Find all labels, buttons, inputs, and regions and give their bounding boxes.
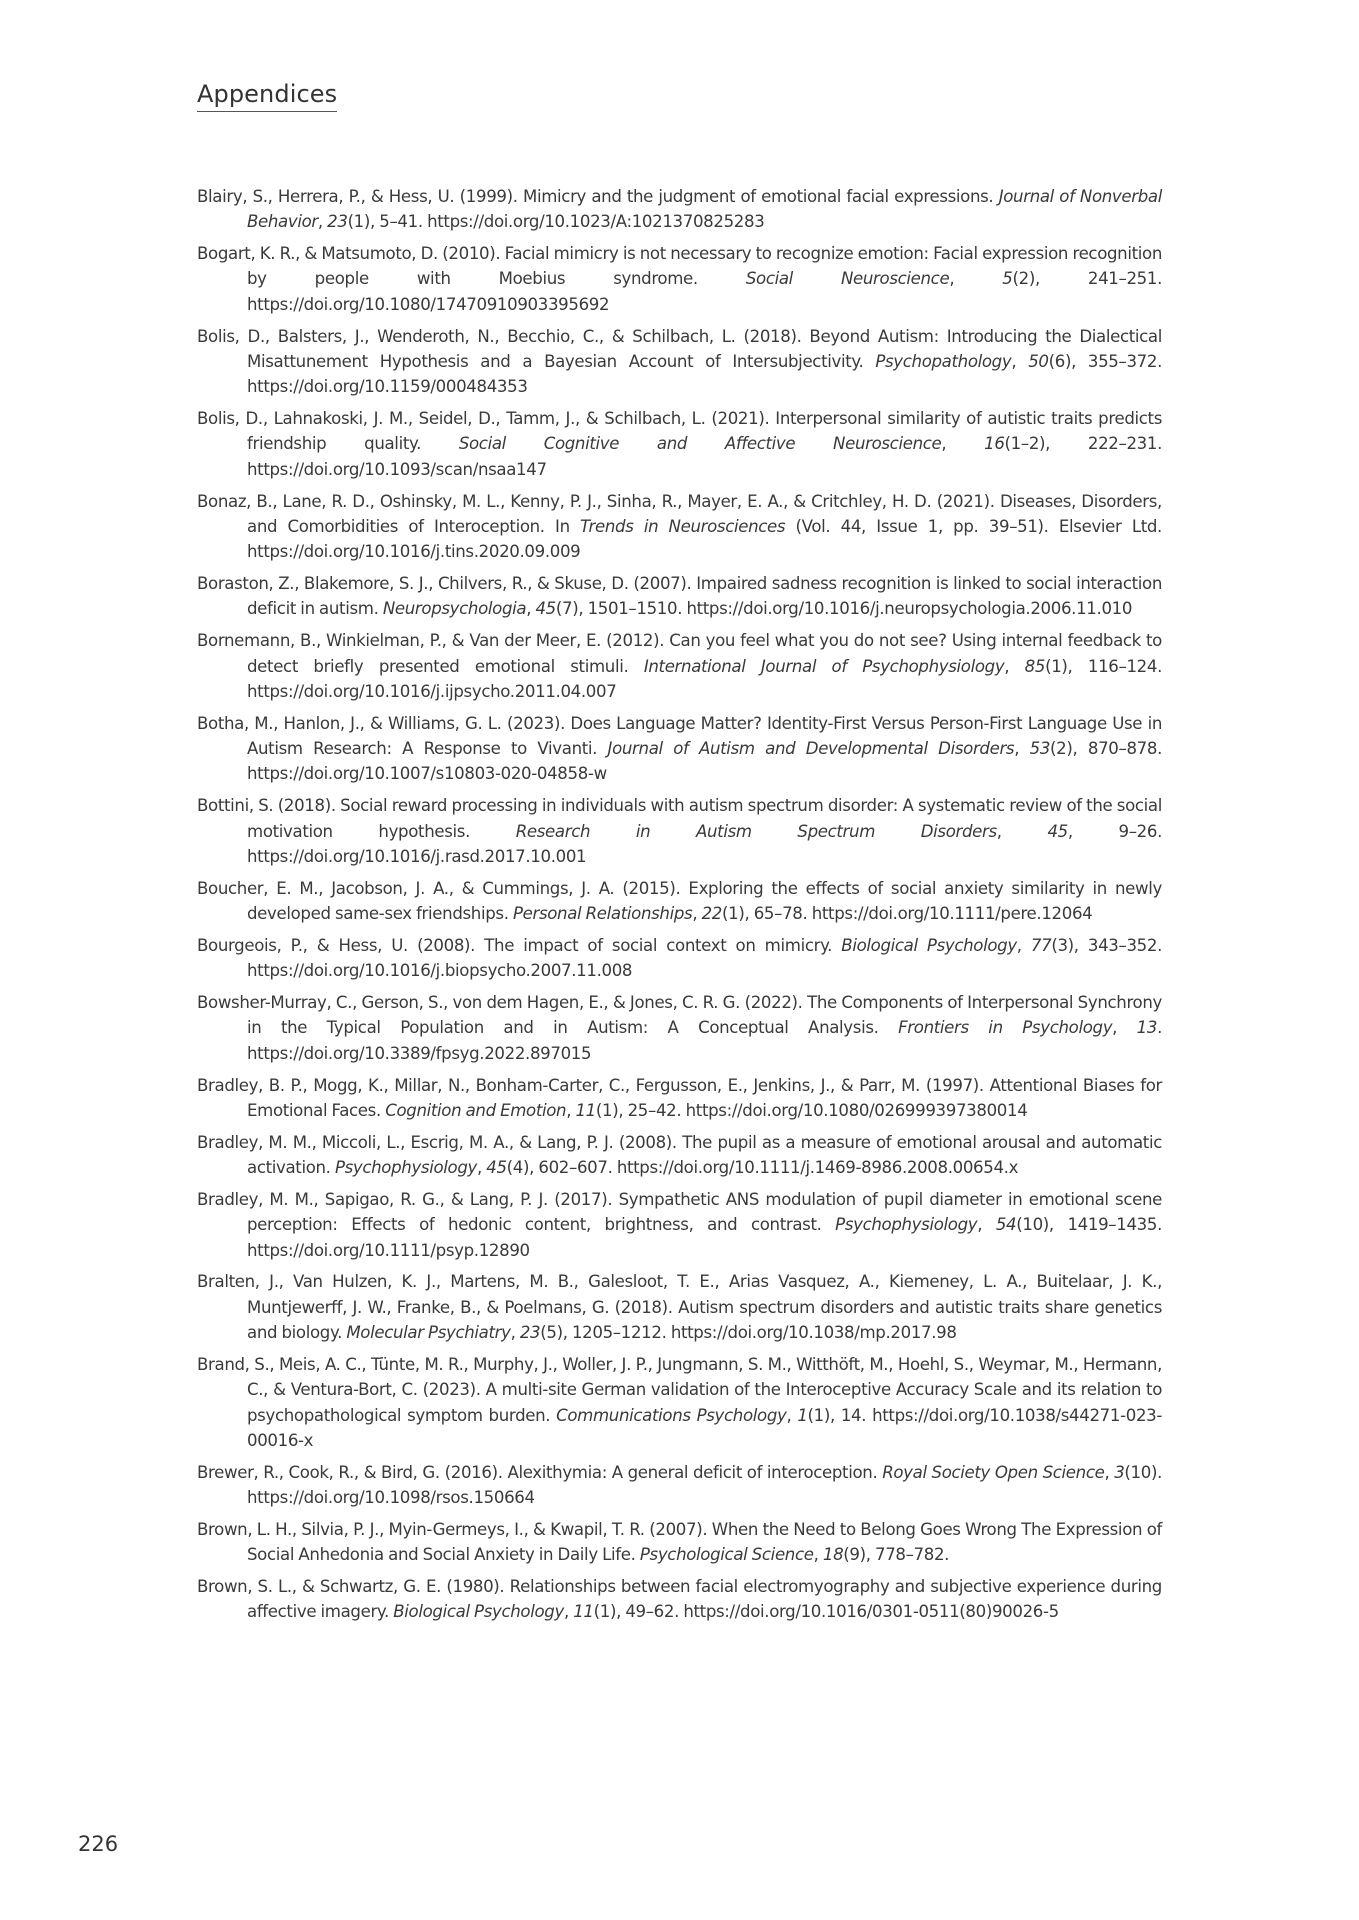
reference-item: Blairy, S., Herrera, P., & Hess, U. (1999). Mimicry and the judgment of emotional facial expressions. Journal of Nonverbal Behavior, 23(1), 5–41. https://doi.org/10.1023/A:1021370825283 (197, 187, 1162, 232)
page-number: 226 (78, 1832, 119, 1856)
reference-item: Bourgeois, P., & Hess, U. (2008). The impact of social context on mimicry. Biological Psychology, 77(3), 343–352. https://doi.org/10.1016/j.biopsycho.2007.11.008 (197, 935, 1162, 981)
reference-item: Brown, S. L., & Schwartz, G. E. (1980). Relationships between facial electromyography and subjective experience during affective imagery. Biological Psychology, 11(1), 49–62. https://doi.org/10.1016/0301-0511(80)90026-5 (197, 1577, 1162, 1622)
reference-item: Botha, M., Hanlon, J., & Williams, G. L. (2023). Does Language Matter? Identity-First Versus Person-First Language Use in Autism Research: A Response to Vivanti. Journal of Autism and Developmental Disorders, 53(2), 870–878. https://doi.org/10.1007/s10803-020-04858-w (197, 713, 1163, 784)
reference-item: Bonaz, B., Lane, R. D., Oshinsky, M. L., Kenny, P. J., Sinha, R., Mayer, E. A., & Critchley, H. D. (2021). Diseases, Disorders, and Comorbidities of Interoception. In Trends in Neurosciences (Vol. 44, Issue 1, pp. 39–51). Elsevier Ltd. https://doi.org/10.1016/j.tins.2020.09.009 (197, 491, 1162, 562)
reference-item: Bolis, D., Balsters, J., Wenderoth, N., Becchio, C., & Schilbach, L. (2018). Beyond Autism: Introducing the Dialectical Misattunement Hypothesis and a Bayesian Account of Intersubjectivity. Psychopathology, 50(6), 355–372. https://doi.org/10.1159/000484353 (197, 326, 1163, 397)
reference-item: Bolis, D., Lahnakoski, J. M., Seidel, D., Tamm, J., & Schilbach, L. (2021). Interpersonal similarity of autistic traits predicts friendship quality. Social Cognitive and Affective Neuroscience, 16(1–2), 222–231. https://doi.org/10.1093/scan/nsaa147 (197, 409, 1162, 479)
reference-item: Boraston, Z., Blakemore, S. J., Chilvers, R., & Skuse, D. (2007). Impaired sadness recognition is linked to social interaction deficit in autism. Neuropsychologia, 45(7), 1501–1510. https://doi.org/10.1016/j.neuropsychologia.2006.11.010 (197, 574, 1162, 619)
reference-item: Bornemann, B., Winkielman, P., & Van der Meer, E. (2012). Can you feel what you do not see? Using internal feedback to detect briefly presented emotional stimuli. International Journal of Psychophysiology, 85(1), 116–124. https://doi.org/10.1016/j.ijpsycho.2011.04.007 (197, 631, 1162, 701)
reference-item: Bowsher-Murray, C., Gerson, S., von dem Hagen, E., & Jones, C. R. G. (2022). The Components of Interpersonal Synchrony in the Typical Population and in Autism: A Conceptual Analysis. Frontiers in Psychology, 13. https://doi.org/10.3389/fpsyg.2022.897015 (197, 993, 1162, 1063)
reference-item: Bogart, K. R., & Matsumoto, D. (2010). Facial mimicry is not necessary to recognize emotion: Facial expression recognition by people with Moebius syndrome. Social Neuroscience, 5(2), 241–251. https://doi.org/10.1080/17470910903395692 (197, 244, 1162, 314)
reference-item: Bralten, J., Van Hulzen, K. J., Martens, M. B., Galesloot, T. E., Arias Vasquez, A., Kiemeney, L. A., Buitelaar, J. K., Muntjewerff, J. W., Franke, B., & Poelmans, G. (2018). Autism spectrum disorders and autistic traits share genetics and biology. Molecular Psychiatry, 23(5), 1205–1212. https://doi.org/10.1038/mp.2017.98 (197, 1272, 1162, 1343)
reference-list (197, 184, 1162, 1631)
reference-item: Boucher, E. M., Jacobson, J. A., & Cummings, J. A. (2015). Exploring the effects of social anxiety similarity in newly developed same-sex friendships. Personal Relationships, 22(1), 65–78. https://doi.org/10.1111/pere.12064 (197, 878, 1162, 924)
reference-item: Brewer, R., Cook, R., & Bird, G. (2016). Alexithymia: A general deficit of interoception. Royal Society Open Science, 3(10). https://doi.org/10.1098/rsos.150664 (197, 1462, 1162, 1508)
reference-item: Brand, S., Meis, A. C., Tünte, M. R., Murphy, J., Woller, J. P., Jungmann, S. M., Witthöft, M., Hoehl, S., Weymar, M., Hermann, C., & Ventura-Bort, C. (2023). A multi-site German validation of the Interoceptive Accuracy Scale and its relation to psychopathological symptom burden. Communications Psychology, 1(1), 14. https://doi.org/10.1038/s44271-023-00016-x (197, 1354, 1162, 1450)
reference-item: Bradley, M. M., Miccoli, L., Escrig, M. A., & Lang, P. J. (2008). The pupil as a measure of emotional arousal and automatic activation. Psychophysiology, 45(4), 602–607. https://doi.org/10.1111/j.1469-8986.2008.00654.x (197, 1132, 1162, 1178)
reference-item: Bradley, M. M., Sapigao, R. G., & Lang, P. J. (2017). Sympathetic ANS modulation of pupil diameter in emotional scene perception: Effects of hedonic content, brightness, and contrast. Psychophysiology, 54(10), 1419–1435. https://doi.org/10.1111/psyp.12890 (197, 1190, 1162, 1260)
reference-item: Bottini, S. (2018). Social reward processing in individuals with autism spectrum disorder: A systematic review of the social motivation hypothesis. Research in Autism Spectrum Disorders, 45, 9–26. https://doi.org/10.1016/j.rasd.2017.10.001 (197, 796, 1162, 866)
reference-item: Bradley, B. P., Mogg, K., Millar, N., Bonham-Carter, C., Fergusson, E., Jenkins, J., & Parr, M. (1997). Attentional Biases for Emotional Faces. Cognition and Emotion, 11(1), 25–42. https://doi.org/10.1080/026999397380014 (197, 1075, 1162, 1120)
section-title: Appendices (197, 80, 337, 112)
reference-item: Brown, L. H., Silvia, P. J., Myin-Germeys, I., & Kwapil, T. R. (2007). When the Need to Belong Goes Wrong The Expression of Social Anhedonia and Social Anxiety in Daily Life. Psychological Science, 18(9), 778–782. (197, 1519, 1162, 1565)
